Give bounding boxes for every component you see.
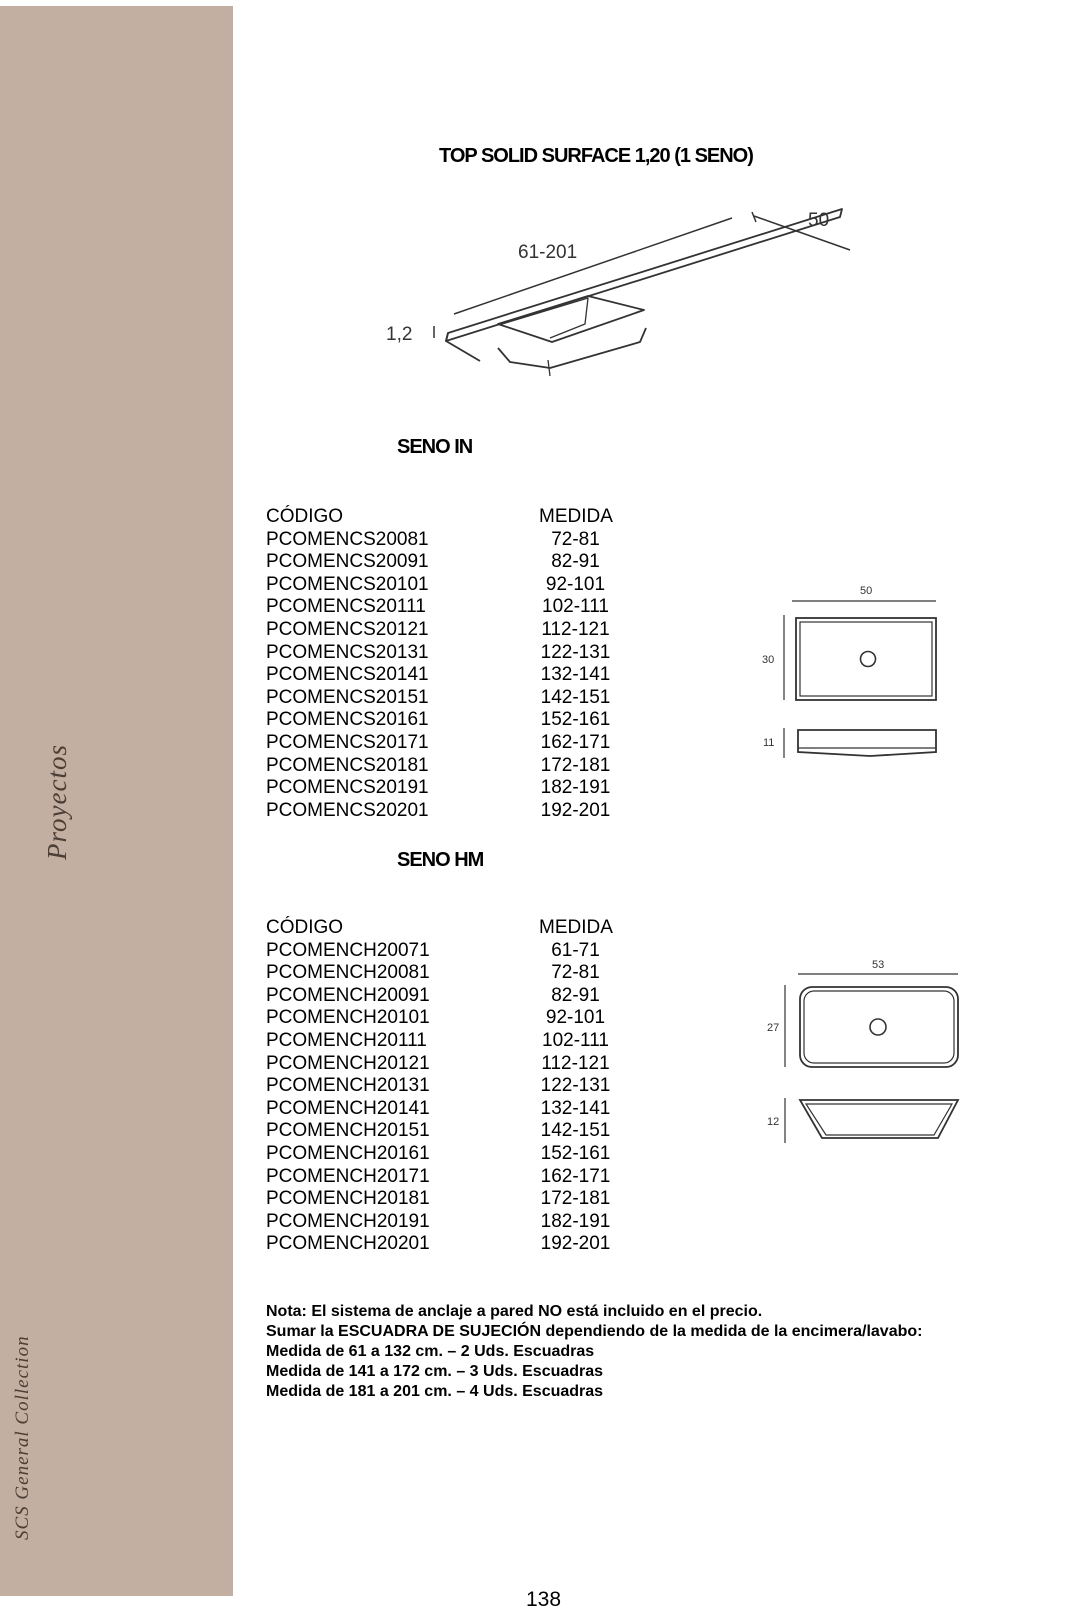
table-row [266,1075,626,1098]
product-code: PCOMENCS20101 [266,573,429,595]
column-header-size: MEDIDA [539,506,613,527]
width-dimension: 50 [860,585,873,597]
product-code: PCOMENCS20131 [266,641,429,663]
product-size: 122-131 [540,641,611,663]
product-size: 102-111 [542,596,609,618]
product-code: PCOMENCS20181 [266,754,429,776]
table-row [266,1030,626,1053]
product-size: 92-101 [545,573,606,595]
product-size: 162-171 [540,731,611,753]
product-size: 132-141 [540,1097,611,1119]
product-code: PCOMENCS20121 [266,618,429,640]
seno-in-table [266,506,626,822]
product-size: 192-201 [540,799,611,821]
product-size: 152-161 [540,1142,611,1164]
product-size: 182-191 [540,1210,611,1232]
depth-dimension: 27 [767,1022,780,1034]
product-size: 192-201 [540,1233,611,1255]
seno-in-drawing [750,580,950,770]
table-row [266,800,626,823]
table-row [266,551,626,574]
table-row [266,985,626,1008]
product-code: PCOMENCH20091 [266,984,430,1006]
column-header-code: CÓDIGO [266,506,344,527]
height-dimension: 12 [767,1116,780,1128]
height-dimension: 11 [763,737,775,749]
table-header [266,917,626,940]
product-code: PCOMENCS20091 [266,551,429,573]
product-size: 122-131 [540,1075,611,1097]
basin-top-view [800,987,958,1067]
product-code: PCOMENCH20191 [266,1210,430,1232]
table-row [266,1211,626,1234]
product-code: PCOMENCS20201 [266,799,429,821]
table-row [266,1233,626,1256]
table-row [266,1098,626,1121]
table-row [266,596,626,619]
table-row [266,1007,626,1030]
product-size: 82-91 [551,984,600,1006]
table-row [266,1143,626,1166]
product-code: PCOMENCH20111 [266,1029,427,1051]
depth-dimension: 30 [762,654,775,666]
table-row [266,529,626,552]
depth-dimension: 50 [808,210,830,231]
product-code: PCOMENCH20081 [266,962,430,984]
table-row [266,777,626,800]
product-code: PCOMENCS20151 [266,686,429,708]
table-row [266,940,626,963]
seno-in-heading: SENO IN [397,436,473,458]
table-row [266,755,626,778]
product-code: PCOMENCH20141 [266,1097,430,1119]
note-line: Medida de 141 a 172 cm. – 3 Uds. Escuadras [266,1363,604,1380]
table-header [266,506,626,529]
product-code: PCOMENCH20161 [266,1142,430,1164]
page-number: 138 [526,1588,562,1611]
table-row [266,642,626,665]
product-size: 82-91 [551,551,600,573]
product-size: 102-111 [542,1029,609,1051]
table-row [266,962,626,985]
basin-top-view [796,618,936,700]
product-code: PCOMENCH20071 [266,939,430,961]
product-code: PCOMENCS20171 [266,731,429,753]
product-code: PCOMENCH20201 [266,1233,430,1255]
note-line: Sumar la ESCUADRA DE SUJECIÓN dependiendo de la medida de la encimera/lavabo: [266,1323,923,1340]
product-code: PCOMENCH20151 [266,1120,430,1142]
basin-side-view [798,730,936,756]
product-size: 72-81 [551,962,600,984]
drain-icon [870,1019,886,1035]
width-dimension: 53 [872,959,885,971]
product-size: 92-101 [545,1007,606,1029]
product-size: 112-121 [541,1052,610,1074]
product-size: 132-141 [540,664,611,686]
table-row [266,664,626,687]
product-code: PCOMENCH20101 [266,1007,430,1029]
seno-hm-drawing [760,955,970,1145]
seno-hm-heading: SENO HM [397,849,484,871]
table-row [266,732,626,755]
product-size: 112-121 [541,618,610,640]
product-code: PCOMENCH20131 [266,1075,430,1097]
note-line: Medida de 61 a 132 cm. – 2 Uds. Escuadras [266,1343,595,1360]
product-size: 172-181 [540,1188,611,1210]
product-code: PCOMENCH20171 [266,1165,430,1187]
product-size: 72-81 [551,528,600,550]
product-size: 61-71 [551,939,600,961]
table-row [266,1188,626,1211]
column-header-code: CÓDIGO [266,917,344,938]
product-size: 182-191 [540,777,611,799]
length-dimension: 61-201 [518,242,578,263]
page-title: TOP SOLID SURFACE 1,20 (1 SENO) [439,145,753,167]
collection-label: SCS General Collection [12,1335,33,1540]
thickness-dimension: 1,2 [386,324,413,345]
section-label: Proyectos [42,744,72,860]
product-size: 162-171 [540,1165,611,1187]
product-code: PCOMENCH20121 [266,1052,430,1074]
table-row [266,574,626,597]
table-row [266,1120,626,1143]
table-row [266,619,626,642]
drain-icon [861,652,876,667]
product-code: PCOMENCS20161 [266,709,429,731]
product-code: PCOMENCS20081 [266,528,429,550]
sidebar [0,6,233,1596]
product-code: PCOMENCS20111 [266,596,426,618]
product-code: PCOMENCS20191 [266,777,429,799]
table-row [266,1053,626,1076]
product-size: 172-181 [540,754,611,776]
seno-hm-table [266,917,626,1256]
table-row [266,1166,626,1189]
product-code: PCOMENCS20141 [266,664,429,686]
product-code: PCOMENCH20181 [266,1188,430,1210]
countertop-drawing [380,200,860,390]
table-row [266,687,626,710]
table-row [266,709,626,732]
note-line: Nota: El sistema de anclaje a pared NO está incluido en el precio. [266,1303,763,1320]
column-header-size: MEDIDA [539,917,613,938]
note-line: Medida de 181 a 201 cm. – 4 Uds. Escuadras [266,1383,604,1400]
product-size: 142-151 [540,686,611,708]
product-size: 152-161 [540,709,611,731]
product-size: 142-151 [540,1120,611,1142]
installation-note [266,1302,922,1402]
